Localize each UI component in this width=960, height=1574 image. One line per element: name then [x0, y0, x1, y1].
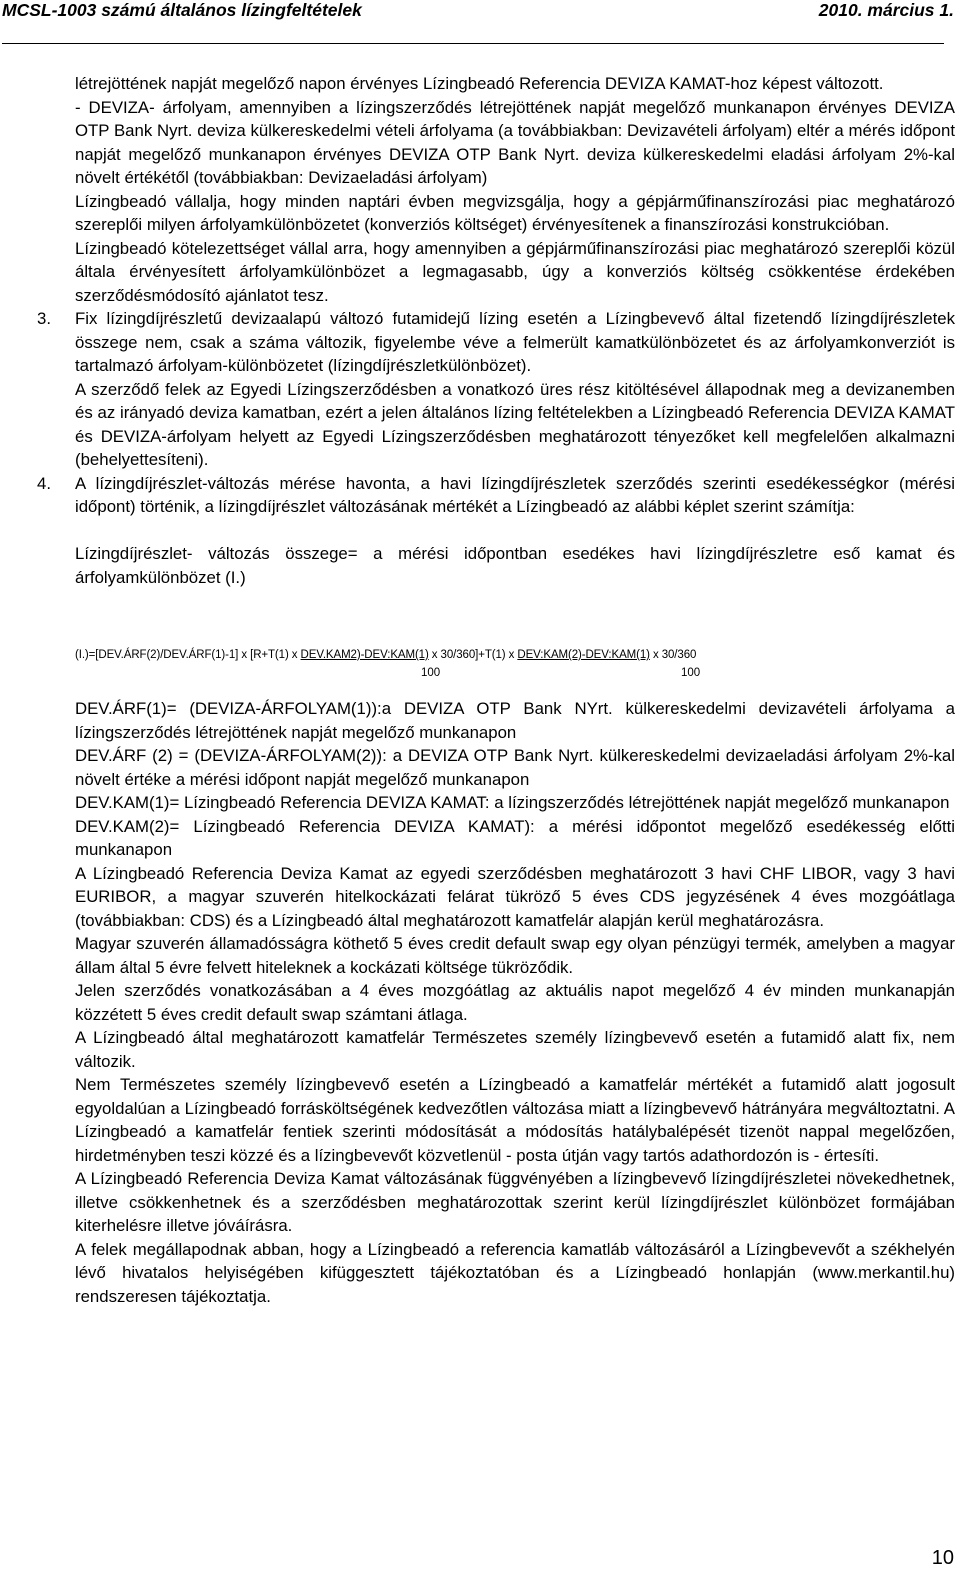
list-number: 4.	[37, 473, 51, 493]
paragraph: Lízingdíjrészlet- változás összege= a mérési időpontban esedékes havi lízingdíjrészletre eső kamat és árfolyamkülönbözet (I.)	[75, 544, 955, 587]
paragraph: Fix lízingdíjrészletű devizaalapú változó futamidejű lízing esetén a Lízingbevevő által fizetendő lízingdíjrészletek összege nem, csak a száma változik, figyelembe véve a felmerült kamatkülönbözetet és az árfolyamkonverziót is tartalmazó árfolyam-különbözetet (lízingdíjrészletkülönbözet).	[75, 309, 955, 375]
formula	[75, 647, 955, 687]
header-date: 2010. március 1.	[818, 0, 954, 20]
page-header	[2, 0, 954, 22]
list-item-3	[37, 307, 955, 472]
formula-denominator-1: 100	[421, 667, 441, 679]
paragraph: A Lízingbeadó Referencia Deviza Kamat változásának függvényében a lízingbevevő lízingdíjrészletei növekedhetnek, illetve csökkenhetnek és a szerződésben meghatározottak szerint kerül lízingdíjrészlet különbözet formájában kiterhelésre illetve jóváírásra.	[75, 1169, 955, 1235]
paragraph: - DEVIZA- árfolyam, amennyiben a lízingszerződés létrejöttének napját megelőző munkanapon érvényes DEVIZA OTP Bank Nyrt. deviza külkereskedelmi vételi árfolyama (a továbbiakban: Devizavételi árfolyam) eltér a mérés időpont napját megelőző munkanapon érvényes DEVIZA OTP Bank Nyrt. deviza külkereskedelmi eladási árfolyam 2%-kal növelt értékétől (továbbiakban: Devizaeladási árfolyam)	[75, 97, 955, 187]
paragraph: A szerződő felek az Egyedi Lízingszerződésben a vonatkozó üres rész kitöltésével állapodnak meg a devizanemben és az irányadó deviza kamatban, ezért a jelen általános lízing feltételekben a Lízingbeadó Referencia DEVIZA KAMAT és DEVIZA-árfolyam helyett az Egyedi Lízingszerződésben meghatározott tényezőket kell megfelelően alkalmazni (behelyettesíteni).	[75, 379, 955, 469]
paragraph: DEV.KAM(1)= Lízingbeadó Referencia DEVIZA KAMAT: a lízingszerződés létrejöttének napját megelőző munkanapon	[75, 793, 950, 812]
paragraph: létrejöttének napját megelőző napon érvényes Lízingbeadó Referencia DEVIZA KAMAT-hoz képest változott.	[75, 74, 884, 93]
definitions	[75, 697, 955, 1308]
paragraph: Magyar szuverén államadósságra köthető 5 éves credit default swap egy olyan pénzügyi termék, amelyben a magyar állam által 5 évre felvett hiteleknek a kockázati költsége tükröződik.	[75, 934, 955, 977]
list-item-4	[37, 472, 955, 590]
header-title: MCSL-1003 számú általános lízingfeltételek	[2, 0, 362, 20]
paragraph: Jelen szerződés vonatkozásában a 4 éves mozgóátlag az aktuális napot megelőző 4 év minden munkanapján közzétett 5 éves credit default swap számtani átlaga.	[75, 981, 955, 1024]
paragraph: DEV.KAM(2)= Lízingbeadó Referencia DEVIZA KAMAT): a mérési időpontot megelőző esedékesség előtti munkanapon	[75, 816, 955, 859]
paragraph: A felek megállapodnak abban, hogy a Lízingbeadó a referencia kamatláb változásáról a Lízingbevevőt a székhelyén lévő hivatalos helyiségében kifüggesztett tájékoztatóban és a Lízingbeadó honlapján (www.merkantil.hu) rendszeresen tájékoztatja.	[75, 1239, 955, 1306]
paragraph: A Lízingbeadó Referencia Deviza Kamat az egyedi szerződésben meghatározott 3 havi CHF LIBOR, vagy 3 havi EURIBOR, a magyar szuverén hitelkockázati felárat tükröző 5 éves CDS jegyzésének 4 éves mozgóátlaga (továbbiakban: CDS) és a Lízingbeadó által meghatározott kamatfelár alapján kerül meghatározásra.	[75, 863, 955, 930]
header-divider	[2, 43, 944, 44]
formula-numerator-2: DEV:KAM(2)-DEV:KAM(1)	[517, 649, 650, 661]
paragraph: A lízingdíjrészlet-változás mérése havonta, a havi lízingdíjrészletek szerződés szerinti esedékességkor (mérési időpont) történik, a lízingdíjrészlet változásának mértékét a Lízingbeadó az alábbi képlet szerint számítja:	[75, 473, 955, 516]
formula-line	[75, 647, 955, 663]
paragraph: DEV.ÁRF(1)= (DEVIZA-ÁRFOLYAM(1)):a DEVIZA OTP Bank NYrt. külkereskedelmi devizavételi árfolyama a lízingszerződés létrejöttének napját megelőző munkanapon	[75, 699, 955, 742]
paragraph: Lízingbeadó vállalja, hogy minden naptári évben megvizsgálja, hogy a gépjárműfinanszírozási piac meghatározó szereplői milyen árfolyamkülönbözetet (konverziós költséget) érvényesítenek a finanszírozási konstrukcióban.	[75, 191, 955, 234]
list-number: 3.	[37, 309, 51, 328]
formula-denominator-2: 100	[681, 667, 701, 679]
paragraph: Lízingbeadó kötelezettséget vállal arra, hogy amennyiben a gépjárműfinanszírozási piac meghatározó szereplői közül általa érvényesített árfolyamkülönbözet a legmagasabb, úgy a konverziós költség csökkentése érdekében szerződésmódosító ajánlatot tesz.	[75, 238, 955, 305]
formula-part: x 30/360]+T(1) x	[428, 649, 518, 661]
formula-part: (I.)=[DEV.ÁRF(2)/DEV.ÁRF(1)-1] x [R+T(1) x	[75, 649, 301, 661]
formula-part: x 30/360	[649, 649, 697, 661]
paragraph: A Lízingbeadó által meghatározott kamatfelár Természetes személy lízingbevevő esetén a futamidő alatt fix, nem változik.	[75, 1028, 955, 1071]
paragraph: Nem Természetes személy lízingbevevő esetén a Lízingbeadó a kamatfelár mértékét a futamidő alatt jogosult egyoldalúan a Lízingbeadó forrásköltségének kedvezőtlen változása miatt a lízingbevevő hátrányára megváltoztatni. A Lízingbeadó a kamatfelár fentiek szerinti módosítását a módosítás hatálybalépését tizenöt nappal megelőzően, hirdetményben teszi közzé és a lízingbevevőt közvetlenül - posta útján vagy tartós adathordozón is - értesíti.	[75, 1075, 955, 1165]
page-number: 10	[931, 1547, 954, 1569]
paragraph: DEV.ÁRF (2) = (DEVIZA-ÁRFOLYAM(2)): a DEVIZA OTP Bank Nyrt. külkereskedelmi devizaeladási árfolyam 2%-kal növelt értéke a mérési időpont napját megelőző munkanapon	[75, 746, 955, 789]
formula-numerator-1: DEV.KAM2)-DEV:KAM(1)	[300, 649, 429, 661]
spacer	[75, 519, 955, 543]
document-body	[37, 72, 955, 1308]
